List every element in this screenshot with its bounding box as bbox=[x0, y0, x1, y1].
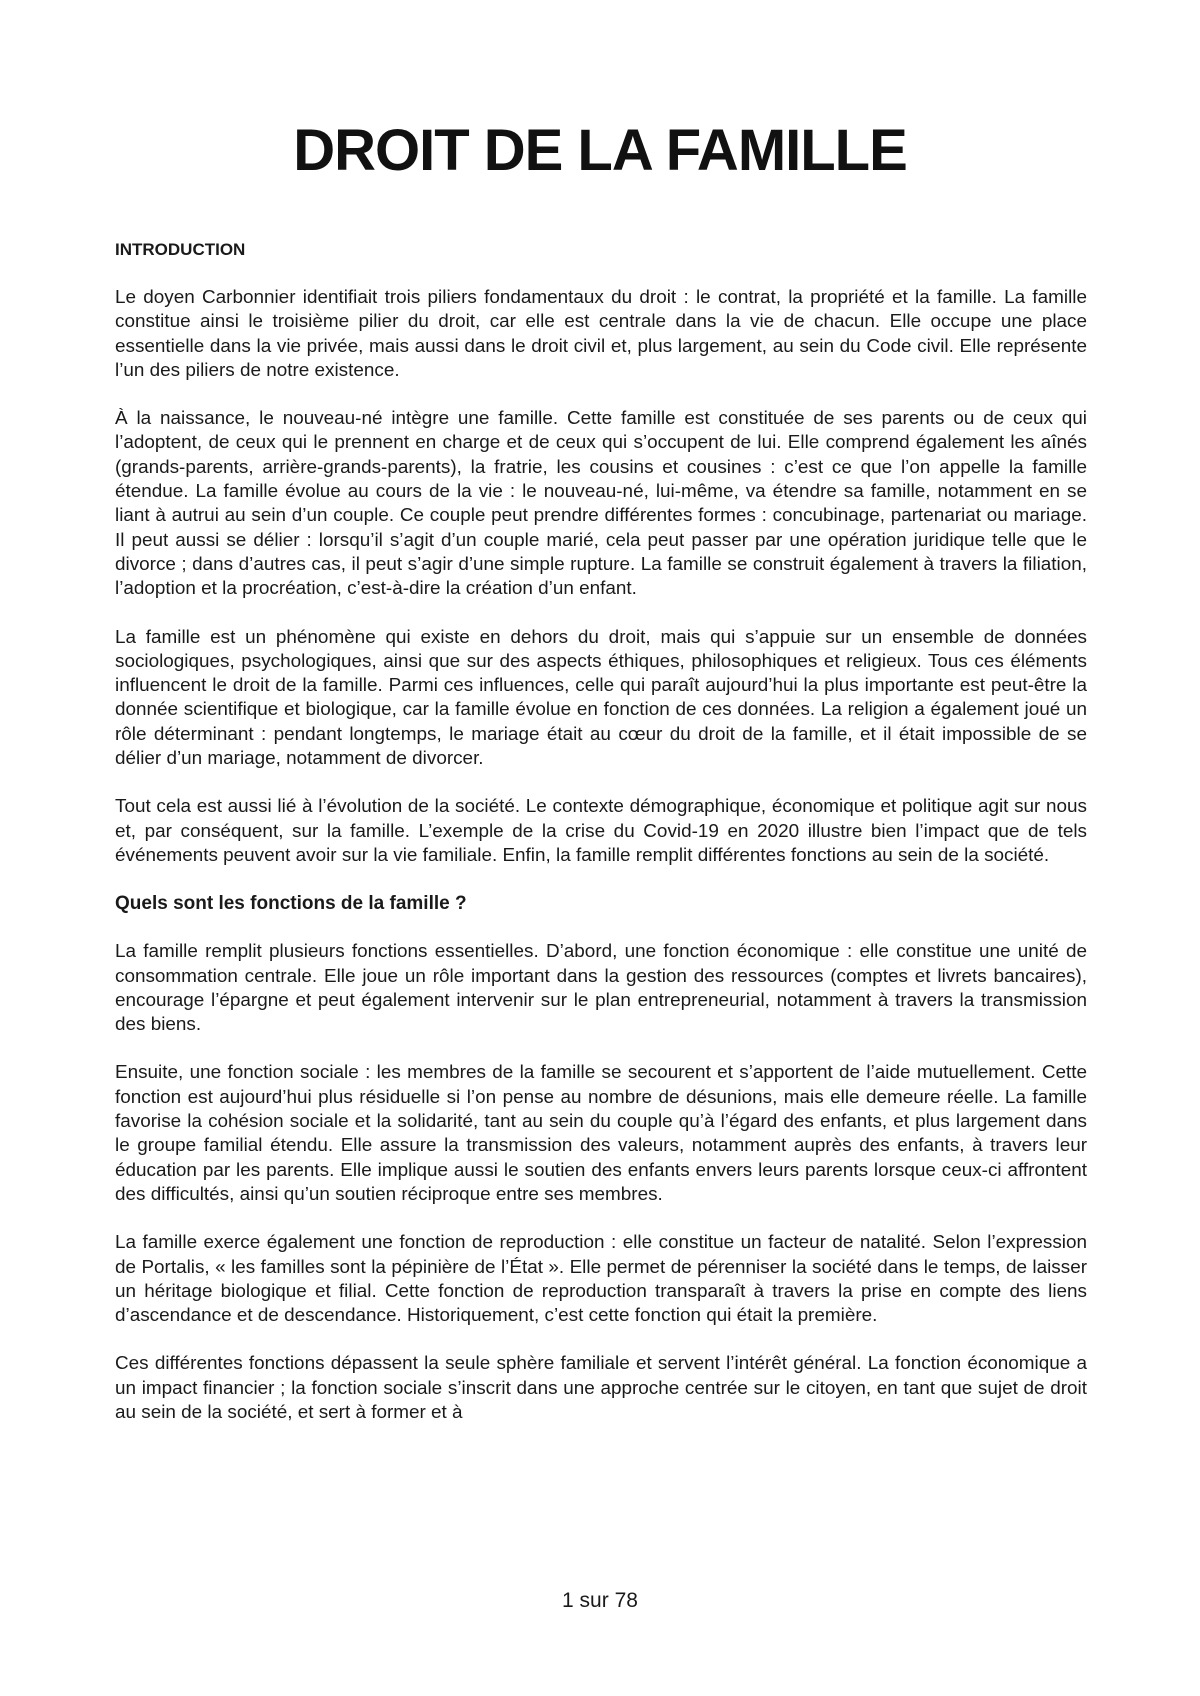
paragraph: Le doyen Carbonnier identifiait trois piliers fondamentaux du droit : le contrat, la propriété et la famille. La famille constitue ainsi le troisième pilier du droit, car elle est centrale dans la vie de chacun. Elle occupe une place essentielle dans la vie privée, mais aussi dans le droit civil et, plus largement, au sein du Code civil. Elle représente l’un des piliers de notre existence. bbox=[115, 287, 1087, 381]
document-body bbox=[115, 238, 1087, 1425]
section-heading-question: Quels sont les fonctions de la famille ? bbox=[115, 893, 467, 915]
section-heading-introduction: INTRODUCTION bbox=[115, 240, 246, 259]
paragraph: Ensuite, une fonction sociale : les membres de la famille se secourent et s’apportent de l’aide mutuellement. Cette fonction est aujourd’hui plus résiduelle si l’on pense au nombre de désunions, mais elle demeure réelle. La famille favorise la cohésion sociale et la solidarité, tant au sein du couple qu’à l’égard des enfants, et plus largement dans le groupe familial étendu. Elle assure la transmission des valeurs, notamment auprès des enfants, à travers leur éducation par les parents. Elle implique aussi le soutien des enfants envers leurs parents lorsque ceux-ci affrontent des difficultés, ainsi qu’un soutien réciproque entre ses membres. bbox=[115, 1062, 1087, 1205]
paragraph: La famille est un phénomène qui existe en dehors du droit, mais qui s’appuie sur un ensemble de données sociologiques, psychologiques, ainsi que sur des aspects éthiques, philosophiques et religieux. Tous ces éléments influencent le droit de la famille. Parmi ces influences, celle qui paraît aujourd’hui la plus importante est peut-être la donnée scientifique et biologique, car la famille évolue en fonction de ces données. La religion a également joué un rôle déterminant : pendant longtemps, le mariage était au cœur du droit de la famille, et il était impossible de se délier d’un mariage, notamment de divorcer. bbox=[115, 626, 1087, 770]
paragraph: Ces différentes fonctions dépassent la seule sphère familiale et servent l’intérêt général. La fonction économique a un impact financier ; la fonction sociale s’inscrit dans une approche centrée sur le citoyen, en tant que sujet de droit au sein de la société, et sert à former et à bbox=[115, 1353, 1087, 1423]
page-number: 1 sur 78 bbox=[562, 1589, 638, 1612]
paragraph: À la naissance, le nouveau-né intègre une famille. Cette famille est constituée de ses parents ou de ceux qui l’adoptent, de ceux qui le prennent en charge et de ceux qui s’occupent de lui. Elle comprend également les aînés (grands-parents, arrière-grands-parents), la fratrie, les cousins et cousines : c’est ce que l’on appelle la famille étendue. La famille évolue au cours de la vie : le nouveau-né, lui-même, va étendre sa famille, notamment en se liant à autrui au sein d’un couple. Ce couple peut prendre différentes formes : concubinage, partenariat ou mariage. Il peut aussi se délier : lorsqu’il s’agit d’un couple marié, cela peut passer par une opération juridique telle que le divorce ; dans d’autres cas, il peut s’agir d’une simple rupture. La famille se construit également à travers la filiation, l’adoption et la procréation, c’est-à-dire la création d’un enfant. bbox=[115, 408, 1087, 600]
paragraph: La famille exerce également une fonction de reproduction : elle constitue un facteur de natalité. Selon l’expression de Portalis, « les familles sont la pépinière de l’État ». Elle permet de pérenniser la société dans le temps, de laisser un héritage biologique et filial. Cette fonction de reproduction transparaît à travers la prise en compte des liens d’ascendance et de descendance. Historiquement, c’est cette fonction qui était la première. bbox=[115, 1232, 1087, 1327]
paragraph: Tout cela est aussi lié à l’évolution de la société. Le contexte démographique, économique et politique agit sur nous et, par conséquent, sur la famille. L’exemple de la crise du Covid-19 en 2020 illustre bien l’impact que de tels événements peuvent avoir sur la vie familiale. Enfin, la famille remplit différentes fonctions au sein de la société. bbox=[115, 796, 1087, 866]
paragraph: La famille remplit plusieurs fonctions essentielles. D’abord, une fonction économique : elle constitue une unité de consommation centrale. Elle joue un rôle important dans la gestion des ressources (comptes et livrets bancaires), encourage l’épargne et peut également intervenir sur le plan entrepreneurial, notamment à travers la transmission des biens. bbox=[115, 941, 1087, 1036]
document-title: DROIT DE LA FAMILLE bbox=[293, 118, 907, 183]
